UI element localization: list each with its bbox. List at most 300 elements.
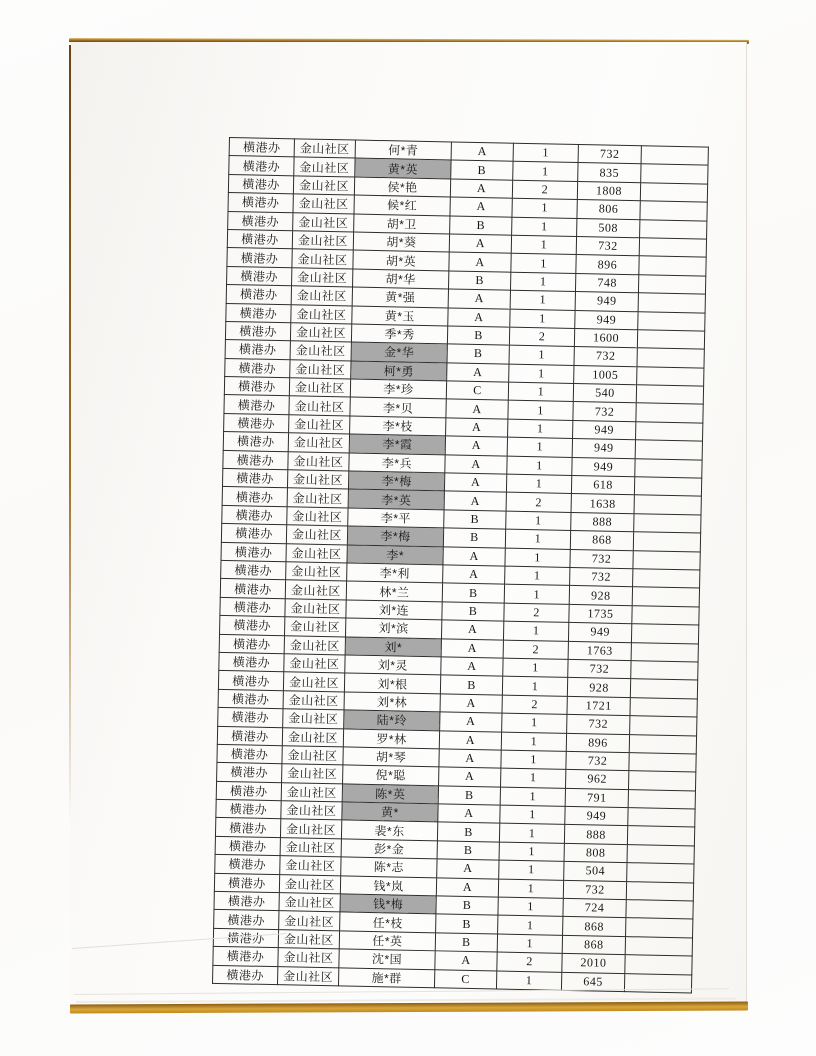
cell-grade: C bbox=[434, 969, 496, 989]
cell-grade: A bbox=[446, 399, 508, 419]
cell-name: 侯*艳 bbox=[354, 177, 450, 197]
cell-office: 横港办 bbox=[222, 487, 287, 507]
cell-name: 陆*玲 bbox=[344, 710, 440, 730]
cell-office: 横港办 bbox=[218, 708, 283, 728]
cell-amount: 1005 bbox=[574, 365, 637, 385]
cell-office: 横港办 bbox=[225, 321, 290, 341]
cell-community: 金山社区 bbox=[280, 838, 341, 858]
cell-name: 金*华 bbox=[351, 342, 447, 362]
cell-office: 横港办 bbox=[220, 597, 285, 617]
cell-name: 刘*灵 bbox=[345, 655, 441, 675]
cell-office: 横港办 bbox=[224, 413, 289, 433]
cell-community: 金山社区 bbox=[281, 801, 342, 821]
cell-amount: 949 bbox=[573, 420, 636, 440]
cell-name: 李*兵 bbox=[349, 453, 445, 473]
cell-office: 横港办 bbox=[224, 395, 289, 415]
cell-name: 李*珍 bbox=[350, 379, 446, 399]
cell-name: 李*梅 bbox=[347, 526, 443, 546]
cell-grade: A bbox=[449, 252, 511, 272]
cell-amount: 949 bbox=[575, 292, 638, 312]
cell-remark bbox=[633, 550, 700, 570]
cell-amount: 835 bbox=[578, 163, 641, 183]
cell-community: 金山社区 bbox=[294, 157, 355, 177]
cell-community: 金山社区 bbox=[290, 359, 351, 379]
cell-office: 横港办 bbox=[221, 524, 286, 544]
cell-community: 金山社区 bbox=[287, 470, 348, 490]
cell-name: 李*英 bbox=[348, 489, 444, 509]
cell-grade: A bbox=[439, 730, 501, 750]
cell-count: 2 bbox=[504, 603, 569, 623]
cell-amount: 508 bbox=[577, 218, 640, 238]
cell-name: 任*英 bbox=[339, 931, 435, 951]
cell-name: 柯*勇 bbox=[351, 361, 447, 381]
cell-amount: 868 bbox=[562, 935, 625, 955]
cell-amount: 868 bbox=[563, 917, 626, 937]
cell-amount: 732 bbox=[570, 549, 633, 569]
cell-name: 胡*琴 bbox=[343, 747, 439, 767]
cell-amount: 791 bbox=[565, 788, 628, 808]
cell-grade: A bbox=[449, 234, 511, 254]
cell-name: 倪*聪 bbox=[343, 765, 439, 785]
cell-grade: B bbox=[451, 160, 513, 180]
cell-name: 陈*英 bbox=[342, 784, 438, 804]
cell-office: 横港办 bbox=[228, 193, 293, 213]
cell-count: 1 bbox=[503, 621, 568, 641]
cell-community: 金山社区 bbox=[278, 929, 339, 949]
cell-name: 刘*连 bbox=[346, 600, 442, 620]
cell-count: 1 bbox=[500, 787, 565, 807]
cell-grade: A bbox=[443, 565, 505, 585]
cell-amount: 732 bbox=[566, 751, 629, 771]
cell-name: 胡*卫 bbox=[354, 214, 450, 234]
cell-office: 横港办 bbox=[229, 156, 294, 176]
cell-remark bbox=[627, 863, 694, 883]
cell-amount: 896 bbox=[566, 733, 629, 753]
cell-community: 金山社区 bbox=[287, 507, 348, 527]
cell-count: 2 bbox=[497, 952, 562, 972]
cell-count: 1 bbox=[499, 860, 564, 880]
cell-amount: 896 bbox=[576, 255, 639, 275]
cell-office: 横港办 bbox=[221, 542, 286, 562]
cell-amount: 748 bbox=[575, 273, 638, 293]
cell-name: 李* bbox=[347, 545, 443, 565]
cell-remark bbox=[634, 514, 701, 534]
cell-office: 横港办 bbox=[228, 174, 293, 194]
cell-name: 季*秀 bbox=[351, 324, 447, 344]
cell-count: 2 bbox=[512, 180, 577, 200]
cell-grade: A bbox=[440, 712, 502, 732]
cell-office: 横港办 bbox=[215, 818, 280, 838]
cell-remark bbox=[630, 697, 697, 717]
cell-remark bbox=[639, 256, 706, 276]
cell-name: 黄*玉 bbox=[352, 306, 448, 326]
cell-community: 金山社区 bbox=[282, 746, 343, 766]
beneficiary-table-body bbox=[213, 138, 709, 993]
cell-community: 金山社区 bbox=[293, 212, 354, 232]
cell-grade: A bbox=[443, 546, 505, 566]
cell-community: 金山社区 bbox=[293, 176, 354, 196]
cell-remark bbox=[631, 624, 698, 644]
cell-amount: 732 bbox=[567, 715, 630, 735]
cell-community: 金山社区 bbox=[284, 635, 345, 655]
cell-amount: 732 bbox=[574, 347, 637, 367]
cell-amount: 1638 bbox=[571, 494, 634, 514]
desk-wood-edge-bottom bbox=[70, 1002, 748, 1014]
cell-community: 金山社区 bbox=[280, 856, 341, 876]
cell-office: 横港办 bbox=[223, 432, 288, 452]
cell-office: 横港办 bbox=[216, 799, 281, 819]
cell-office: 横港办 bbox=[219, 652, 284, 672]
cell-name: 候*红 bbox=[354, 195, 450, 215]
cell-count: 1 bbox=[501, 750, 566, 770]
cell-count: 1 bbox=[497, 934, 562, 954]
cell-remark bbox=[637, 366, 704, 386]
cell-office: 横港办 bbox=[213, 947, 278, 967]
cell-name: 黄*英 bbox=[355, 158, 451, 178]
cell-remark bbox=[636, 422, 703, 442]
cell-grade: A bbox=[445, 455, 507, 475]
cell-count: 1 bbox=[506, 511, 571, 531]
cell-community: 金山社区 bbox=[285, 580, 346, 600]
cell-count: 1 bbox=[499, 824, 564, 844]
cell-count: 1 bbox=[510, 309, 575, 329]
cell-count: 2 bbox=[502, 695, 567, 715]
cell-remark bbox=[635, 458, 702, 478]
cell-name: 刘*滨 bbox=[345, 618, 441, 638]
cell-remark bbox=[640, 201, 707, 221]
cell-name: 罗*林 bbox=[343, 728, 439, 748]
cell-amount: 1808 bbox=[577, 181, 640, 201]
cell-name: 钱*梅 bbox=[340, 894, 436, 914]
cell-office: 横港办 bbox=[229, 138, 294, 158]
cell-grade: A bbox=[446, 418, 508, 438]
cell-count: 1 bbox=[507, 437, 572, 457]
cell-name: 沈*国 bbox=[339, 949, 435, 969]
cell-remark bbox=[637, 330, 704, 350]
cell-name: 刘*林 bbox=[344, 692, 440, 712]
cell-office: 横港办 bbox=[221, 560, 286, 580]
cell-count: 1 bbox=[502, 676, 567, 696]
cell-community: 金山社区 bbox=[286, 525, 347, 545]
cell-amount: 928 bbox=[567, 678, 630, 698]
cell-grade: A bbox=[436, 877, 498, 897]
cell-count: 1 bbox=[513, 143, 578, 163]
cell-count: 1 bbox=[510, 290, 575, 310]
cell-office: 横港办 bbox=[217, 763, 282, 783]
cell-name: 刘*根 bbox=[344, 673, 440, 693]
cell-count: 2 bbox=[503, 640, 568, 660]
cell-count: 1 bbox=[504, 584, 569, 604]
cell-amount: 732 bbox=[570, 567, 633, 587]
cell-amount: 888 bbox=[564, 825, 627, 845]
cell-grade: B bbox=[436, 914, 498, 934]
cell-remark bbox=[634, 477, 701, 497]
cell-office: 横港办 bbox=[227, 266, 292, 286]
cell-community: 金山社区 bbox=[279, 893, 340, 913]
cell-grade: B bbox=[443, 528, 505, 548]
cell-grade: A bbox=[450, 197, 512, 217]
cell-grade: C bbox=[446, 381, 508, 401]
cell-count: 1 bbox=[501, 768, 566, 788]
cell-amount: 1721 bbox=[567, 696, 630, 716]
cell-grade: B bbox=[448, 271, 510, 291]
cell-remark bbox=[640, 219, 707, 239]
beneficiary-table bbox=[212, 137, 709, 993]
cell-remark bbox=[638, 311, 705, 331]
cell-community: 金山社区 bbox=[288, 451, 349, 471]
cell-office: 横港办 bbox=[219, 634, 284, 654]
cell-remark bbox=[628, 789, 695, 809]
cell-count: 2 bbox=[506, 493, 571, 513]
cell-community: 金山社区 bbox=[286, 562, 347, 582]
cell-remark bbox=[638, 293, 705, 313]
cell-community: 金山社区 bbox=[290, 323, 351, 343]
cell-amount: 1600 bbox=[574, 328, 637, 348]
cell-community: 金山社区 bbox=[284, 654, 345, 674]
cell-office: 横港办 bbox=[214, 910, 279, 930]
cell-remark bbox=[633, 532, 700, 552]
cell-count: 1 bbox=[509, 364, 574, 384]
cell-community: 金山社区 bbox=[283, 709, 344, 729]
cell-amount: 949 bbox=[565, 806, 628, 826]
cell-remark bbox=[626, 918, 693, 938]
cell-amount: 949 bbox=[572, 439, 635, 459]
cell-grade: B bbox=[435, 933, 497, 953]
cell-community: 金山社区 bbox=[286, 543, 347, 563]
cell-community: 金山社区 bbox=[287, 488, 348, 508]
cell-grade: B bbox=[450, 216, 512, 236]
cell-remark bbox=[634, 495, 701, 515]
cell-community: 金山社区 bbox=[277, 966, 338, 986]
cell-office: 横港办 bbox=[220, 579, 285, 599]
cell-grade: B bbox=[436, 896, 498, 916]
cell-office: 横港办 bbox=[220, 616, 285, 636]
cell-office: 横港办 bbox=[215, 855, 280, 875]
cell-name: 李*枝 bbox=[350, 416, 446, 436]
cell-grade: A bbox=[440, 694, 502, 714]
cell-office: 横港办 bbox=[227, 248, 292, 268]
cell-community: 金山社区 bbox=[293, 194, 354, 214]
cell-count: 1 bbox=[505, 529, 570, 549]
cell-amount: 618 bbox=[571, 475, 634, 495]
cell-office: 横港办 bbox=[218, 671, 283, 691]
cell-office: 横港办 bbox=[225, 340, 290, 360]
cell-community: 金山社区 bbox=[280, 819, 341, 839]
cell-count: 1 bbox=[509, 345, 574, 365]
cell-count: 1 bbox=[512, 198, 577, 218]
cell-grade: A bbox=[441, 620, 503, 640]
table-container bbox=[212, 137, 709, 993]
cell-grade: B bbox=[437, 841, 499, 861]
cell-grade: B bbox=[442, 583, 504, 603]
cell-amount: 868 bbox=[570, 531, 633, 551]
cell-remark bbox=[641, 164, 708, 184]
cell-amount: 928 bbox=[569, 586, 632, 606]
cell-amount: 2010 bbox=[562, 954, 625, 974]
cell-grade: A bbox=[441, 657, 503, 677]
cell-community: 金山社区 bbox=[283, 672, 344, 692]
cell-name: 李*平 bbox=[348, 508, 444, 528]
cell-office: 横港办 bbox=[216, 781, 281, 801]
cell-name: 胡*英 bbox=[353, 250, 449, 270]
cell-amount: 732 bbox=[576, 236, 639, 256]
cell-name: 彭*金 bbox=[341, 839, 437, 859]
cell-count: 1 bbox=[499, 842, 564, 862]
cell-office: 横港办 bbox=[224, 377, 289, 397]
cell-amount: 732 bbox=[573, 402, 636, 422]
cell-grade: A bbox=[450, 179, 512, 199]
cell-name: 李*霞 bbox=[349, 434, 445, 454]
cell-remark bbox=[628, 808, 695, 828]
cell-amount: 724 bbox=[563, 898, 626, 918]
cell-amount: 949 bbox=[575, 310, 638, 330]
cell-office: 横港办 bbox=[214, 873, 279, 893]
cell-community: 金山社区 bbox=[285, 598, 346, 618]
cell-community: 金山社区 bbox=[285, 617, 346, 637]
cell-amount: 504 bbox=[564, 862, 627, 882]
cell-amount: 806 bbox=[577, 200, 640, 220]
cell-amount: 645 bbox=[561, 972, 624, 992]
cell-remark bbox=[632, 605, 699, 625]
cell-grade: A bbox=[448, 289, 510, 309]
cell-count: 1 bbox=[508, 382, 573, 402]
cell-community: 金山社区 bbox=[290, 341, 351, 361]
cell-count: 1 bbox=[505, 548, 570, 568]
cell-count: 1 bbox=[498, 879, 563, 899]
cell-community: 金山社区 bbox=[282, 764, 343, 784]
cell-grade: B bbox=[447, 326, 509, 346]
cell-remark bbox=[626, 900, 693, 920]
cell-count: 1 bbox=[511, 254, 576, 274]
cell-amount: 732 bbox=[563, 880, 626, 900]
cell-office: 横港办 bbox=[214, 891, 279, 911]
cell-grade: A bbox=[439, 749, 501, 769]
cell-remark bbox=[629, 734, 696, 754]
cell-amount: 732 bbox=[568, 659, 631, 679]
cell-community: 金山社区 bbox=[289, 415, 350, 435]
cell-grade: A bbox=[437, 859, 499, 879]
cell-name: 陈*志 bbox=[341, 857, 437, 877]
cell-remark bbox=[628, 771, 695, 791]
cell-name: 任*枝 bbox=[340, 912, 436, 932]
cell-office: 横港办 bbox=[226, 303, 291, 323]
cell-count: 1 bbox=[511, 235, 576, 255]
cell-grade: A bbox=[448, 307, 510, 327]
cell-office: 横港办 bbox=[225, 358, 290, 378]
cell-count: 1 bbox=[500, 805, 565, 825]
cell-community: 金山社区 bbox=[283, 690, 344, 710]
cell-remark bbox=[626, 881, 693, 901]
cell-grade: B bbox=[437, 822, 499, 842]
cell-remark bbox=[638, 274, 705, 294]
cell-community: 金山社区 bbox=[294, 139, 355, 159]
cell-count: 1 bbox=[513, 162, 578, 182]
cell-amount: 732 bbox=[578, 145, 641, 165]
cell-grade: B bbox=[440, 675, 502, 695]
cell-community: 金山社区 bbox=[278, 948, 339, 968]
cell-office: 横港办 bbox=[223, 450, 288, 470]
cell-name: 李*贝 bbox=[350, 397, 446, 417]
cell-amount: 949 bbox=[568, 623, 631, 643]
cell-grade: A bbox=[444, 473, 506, 493]
cell-grade: A bbox=[445, 436, 507, 456]
cell-remark bbox=[631, 661, 698, 681]
cell-remark bbox=[632, 587, 699, 607]
cell-office: 横港办 bbox=[217, 744, 282, 764]
cell-name: 胡*华 bbox=[353, 269, 449, 289]
cell-name: 李*利 bbox=[347, 563, 443, 583]
cell-office: 横港办 bbox=[226, 285, 291, 305]
cell-community: 金山社区 bbox=[291, 304, 352, 324]
cell-amount: 949 bbox=[572, 457, 635, 477]
cell-count: 1 bbox=[502, 713, 567, 733]
cell-grade: A bbox=[447, 363, 509, 383]
cell-remark bbox=[625, 936, 692, 956]
cell-remark bbox=[639, 238, 706, 258]
cell-grade: A bbox=[439, 767, 501, 787]
cell-office: 横港办 bbox=[217, 726, 282, 746]
cell-office: 横港办 bbox=[227, 229, 292, 249]
cell-grade: B bbox=[442, 602, 504, 622]
cell-remark bbox=[635, 440, 702, 460]
cell-community: 金山社区 bbox=[282, 727, 343, 747]
cell-office: 横港办 bbox=[215, 836, 280, 856]
cell-remark bbox=[629, 753, 696, 773]
cell-name: 何*青 bbox=[355, 140, 451, 160]
cell-remark bbox=[640, 183, 707, 203]
cell-office: 横港办 bbox=[222, 468, 287, 488]
cell-grade: A bbox=[451, 142, 513, 162]
cell-amount: 808 bbox=[564, 843, 627, 863]
cell-count: 1 bbox=[498, 915, 563, 935]
cell-name: 黄* bbox=[342, 802, 438, 822]
document-page bbox=[71, 42, 747, 1004]
cell-remark bbox=[625, 955, 692, 975]
cell-community: 金山社区 bbox=[288, 433, 349, 453]
cell-community: 金山社区 bbox=[292, 231, 353, 251]
cell-remark bbox=[627, 844, 694, 864]
cell-amount: 888 bbox=[571, 512, 634, 532]
cell-count: 1 bbox=[496, 971, 561, 991]
cell-name: 施*群 bbox=[338, 967, 434, 987]
cell-office: 横港办 bbox=[222, 505, 287, 525]
cell-name: 裴*东 bbox=[341, 820, 437, 840]
cell-community: 金山社区 bbox=[281, 782, 342, 802]
cell-remark bbox=[633, 569, 700, 589]
cell-count: 1 bbox=[507, 456, 572, 476]
cell-grade: A bbox=[438, 804, 500, 824]
cell-community: 金山社区 bbox=[292, 249, 353, 269]
cell-count: 2 bbox=[509, 327, 574, 347]
cell-count: 1 bbox=[503, 658, 568, 678]
cell-count: 1 bbox=[508, 419, 573, 439]
cell-amount: 1763 bbox=[568, 641, 631, 661]
cell-grade: A bbox=[441, 638, 503, 658]
cell-community: 金山社区 bbox=[289, 396, 350, 416]
cell-community: 金山社区 bbox=[279, 874, 340, 894]
cell-name: 李*梅 bbox=[348, 471, 444, 491]
cell-grade: B bbox=[444, 510, 506, 530]
cell-count: 1 bbox=[508, 401, 573, 421]
cell-count: 1 bbox=[506, 474, 571, 494]
cell-remark bbox=[637, 348, 704, 368]
cell-name: 刘* bbox=[345, 636, 441, 656]
cell-amount: 962 bbox=[566, 770, 629, 790]
cell-remark bbox=[627, 826, 694, 846]
cell-remark bbox=[636, 385, 703, 405]
cell-remark bbox=[630, 679, 697, 699]
cell-count: 1 bbox=[501, 732, 566, 752]
